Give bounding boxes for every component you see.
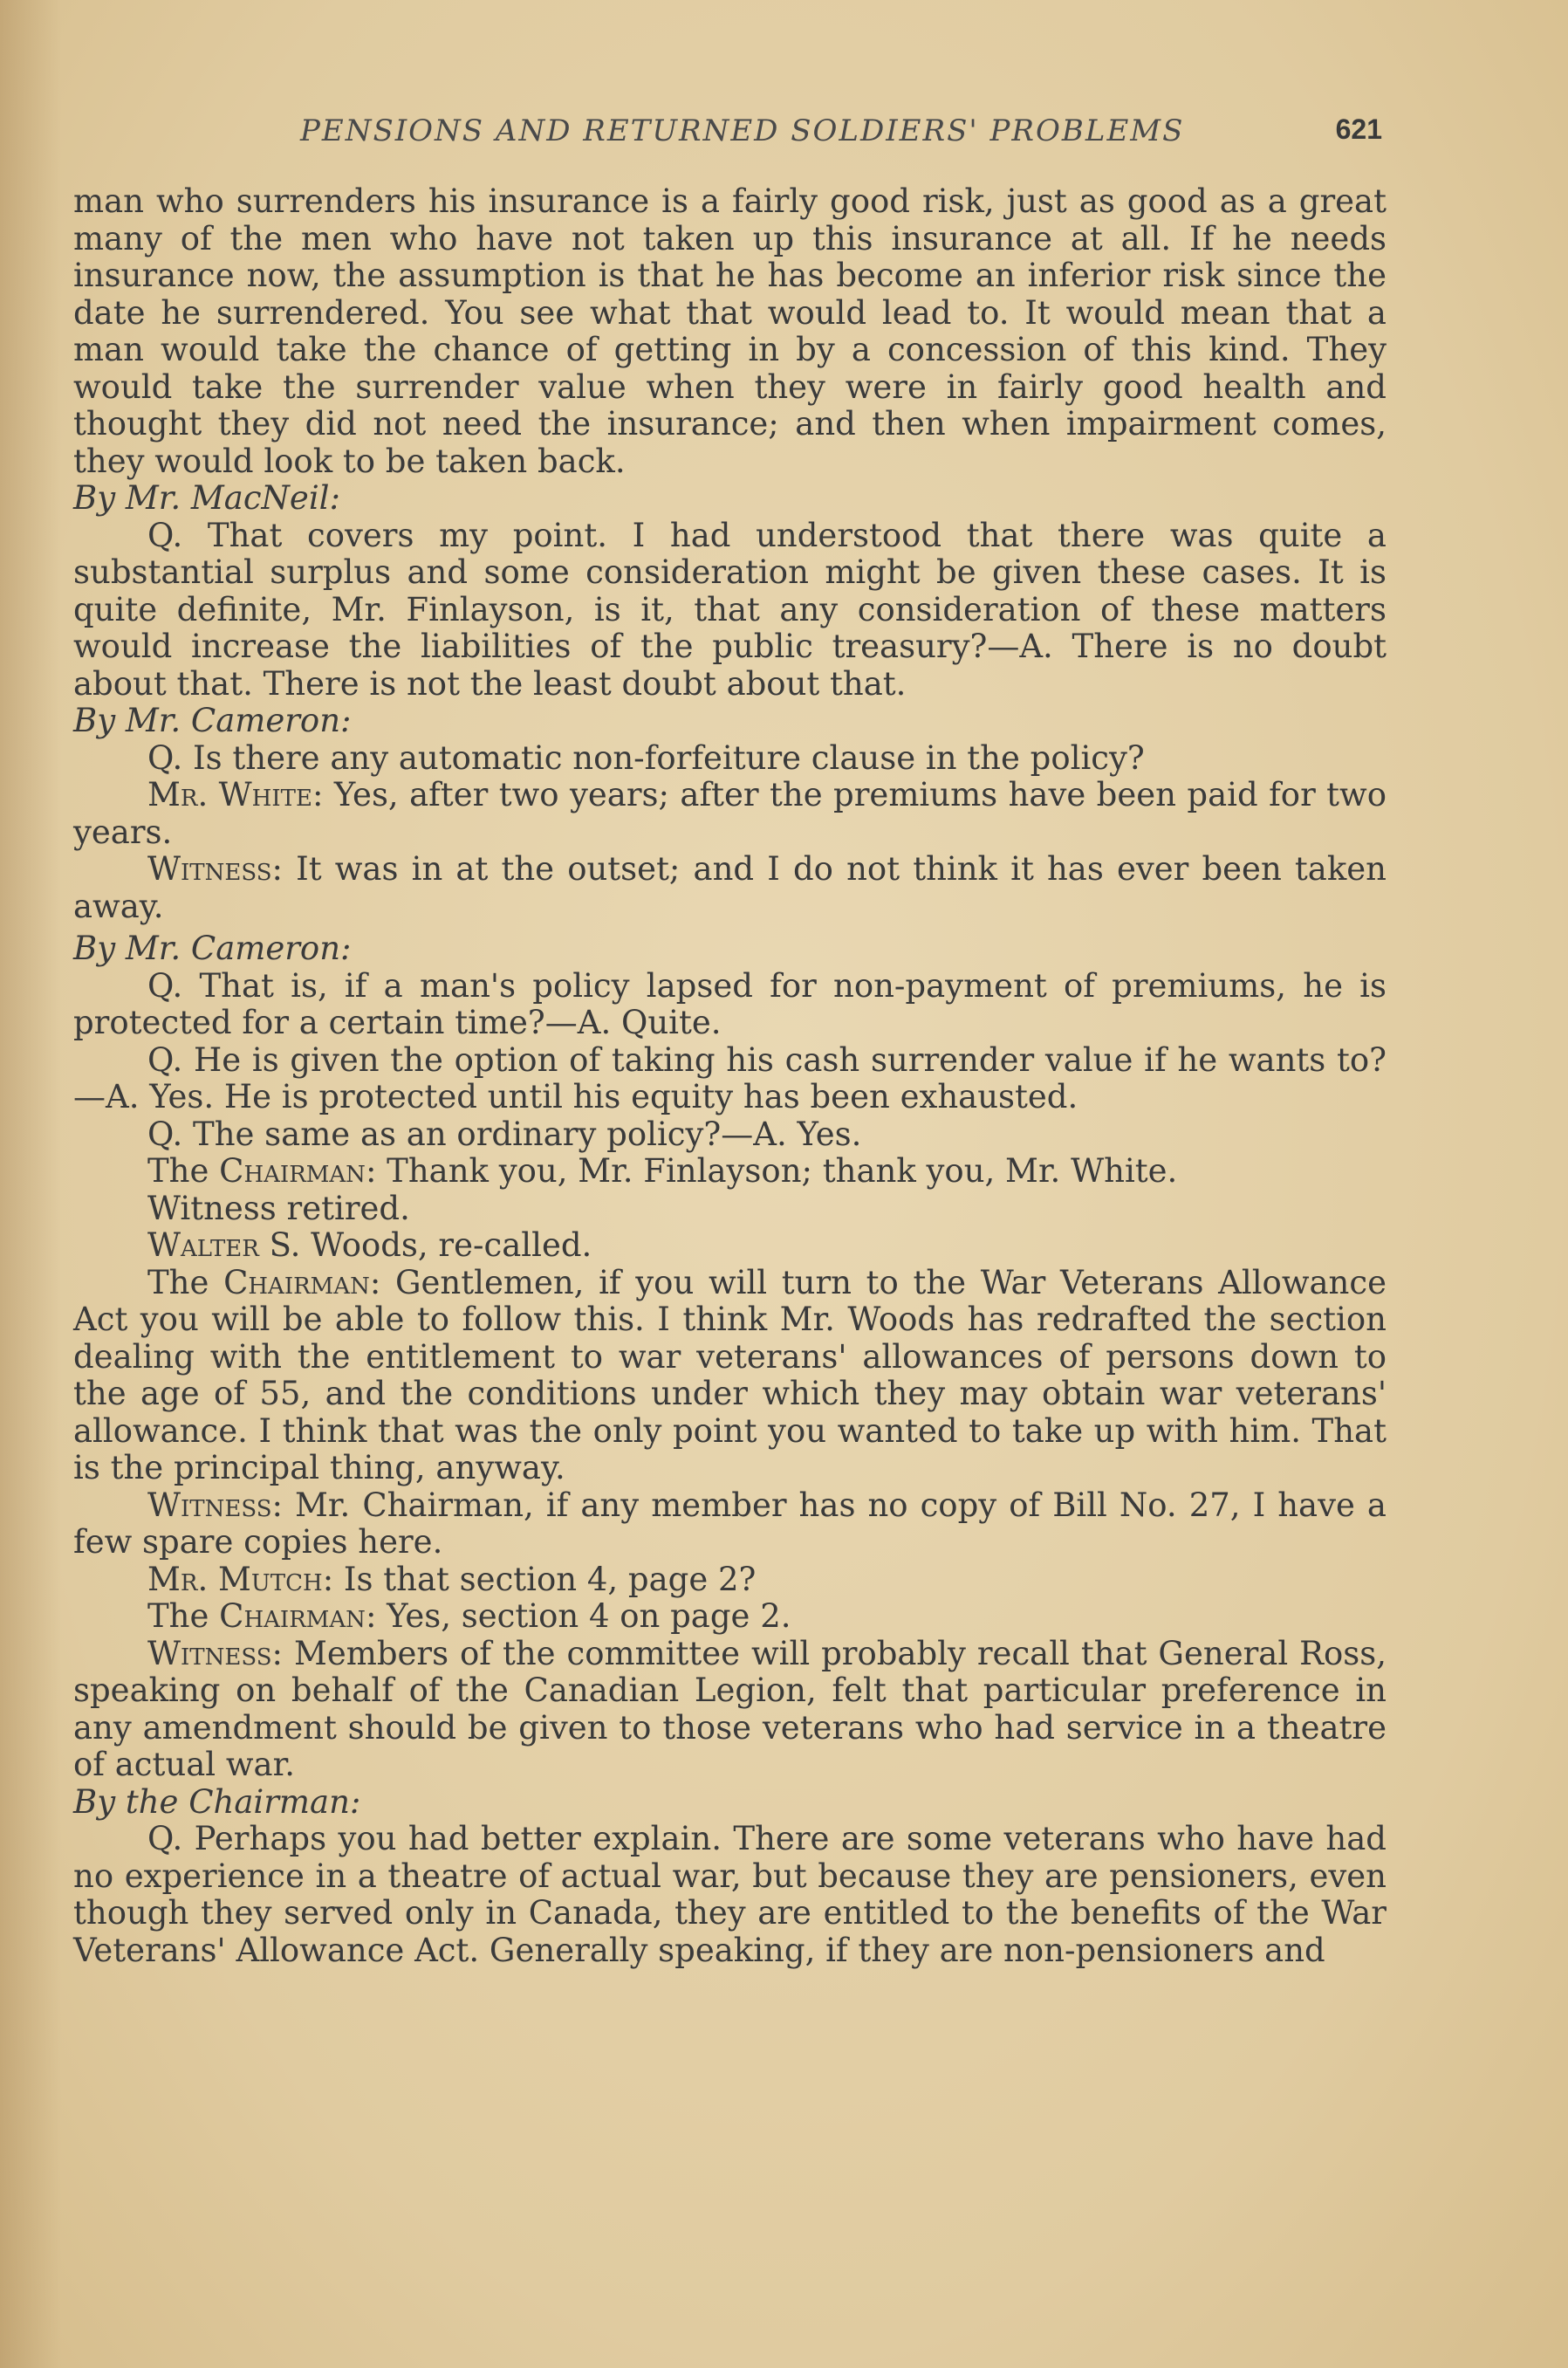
paragraph: Q. The same as an ordinary policy?—A. Yes. [147, 1115, 862, 1153]
speaker-name: Chairman [219, 1597, 366, 1635]
paragraph: man who surrenders his insurance is a fairly good risk, just as good as a great many of the men who have not taken up this insurance at all. If he needs insurance now, the assumption is that he has become an inferior risk since the date he surrendered. You see what that would lead to. It would mean that a man would take the chance of getting in by a concession of this kind. They would take the surrender value when they were in fairly good health and thought they did not need the insurance; and then when impairment comes, they would look to be taken back. [73, 182, 1387, 480]
speech-paragraph [73, 1487, 1387, 1562]
speaker-name: Witness [147, 1486, 272, 1524]
speech-paragraph [73, 1636, 1387, 1784]
paragraph: Q. Perhaps you had better explain. There are some veterans who have had no experience in a theatre of actual war, but because they are pensioners, even though they served only in Canada, they are entitled to the benefits of the War Veterans' Allowance Act. Generally speaking, if they are non-pensioners and [73, 1820, 1387, 1969]
speech-paragraph [73, 851, 1387, 925]
speech-paragraph [73, 777, 1387, 851]
speech-text: : Yes, after two years; after the premiums have been paid for two years. [73, 776, 1387, 851]
speech-text: : It was in at the outset; and I do not think it has ever been taken away. [73, 850, 1387, 925]
speech-prefix: The [147, 1152, 220, 1190]
page-body [73, 183, 1387, 1969]
paragraph: Q. That is, if a man's policy lapsed for non-payment of premiums, he is protected for a certain time?—A. Quite. [73, 966, 1387, 1041]
speaker-name: Walter [147, 1226, 259, 1264]
speech-paragraph [73, 1265, 1387, 1487]
paragraph: Q. Is there any automatic non-forfeiture clause in the policy? [147, 738, 1145, 777]
speech-paragraph [73, 1227, 1387, 1265]
section-heading: By Mr. MacNeil: [73, 479, 340, 517]
speaker-name: Witness [147, 850, 272, 888]
section-heading: By the Chairman: [73, 1782, 361, 1821]
speech-text: S. Woods, re-called. [258, 1226, 592, 1264]
speech-text: : Members of the committee will probably recall that General Ross, speaking on behalf of the Canadian Legion, felt that particular preference in any amendment should be given to those veterans who had service in a theatre of actual war. [73, 1634, 1387, 1783]
speaker-name: Mr. White [147, 776, 312, 813]
page-number: 621 [1335, 113, 1382, 145]
speech-prefix: The [147, 1263, 224, 1301]
speech-text: : Mr. Chairman, if any member has no copy of Bill No. 27, I have a few spare copies here. [73, 1486, 1387, 1561]
paragraph: Q. He is given the option of taking his cash surrender value if he wants to? —A. Yes. He is protected until his equity has been exhausted. [73, 1040, 1387, 1115]
speech-text: : Thank you, Mr. Finlayson; thank you, Mr. White. [365, 1152, 1178, 1190]
speaker-name: Chairman [219, 1152, 366, 1190]
speech-text: : Yes, section 4 on page 2. [365, 1597, 791, 1635]
speech-paragraph [73, 1153, 1387, 1191]
speech-text: : Gentlemen, if you will turn to the War Veterans Allowance Act you will be able to follow this. I think Mr. Woods has redrafted the section dealing with the entitlement to war veterans' allowances of persons down to the age of 55, and the conditions under which they may obtain war veterans' allowance. I think that was the only point you wanted to take up with him. That is the principal thing, anyway. [73, 1263, 1387, 1486]
speaker-name: Mr. Mutch [147, 1560, 323, 1598]
speech-paragraph [73, 1562, 1387, 1599]
section-heading: By Mr. Cameron: [73, 930, 352, 967]
section-heading: By Mr. Cameron: [73, 702, 352, 739]
speech-prefix: The [147, 1597, 220, 1635]
page-header [73, 113, 1382, 157]
speaker-name: Chairman [223, 1263, 370, 1301]
paragraph: Q. That covers my point. I had understood that there was quite a substantial surplus and some consideration might be given these cases. It is quite definite, Mr. Finlayson, is it, that any consideration of these matters would increase the liabilities of the public treasury?—A. There is no doubt about that. There is not the least doubt about that. [73, 516, 1387, 703]
speech-text: : Is that section 4, page 2? [322, 1560, 757, 1598]
speaker-name: Witness [147, 1634, 272, 1672]
running-title: PENSIONS AND RETURNED SOLDIERS' PROBLEMS [300, 113, 1185, 148]
speech-paragraph [73, 1598, 1387, 1636]
paragraph: Witness retired. [147, 1189, 410, 1227]
